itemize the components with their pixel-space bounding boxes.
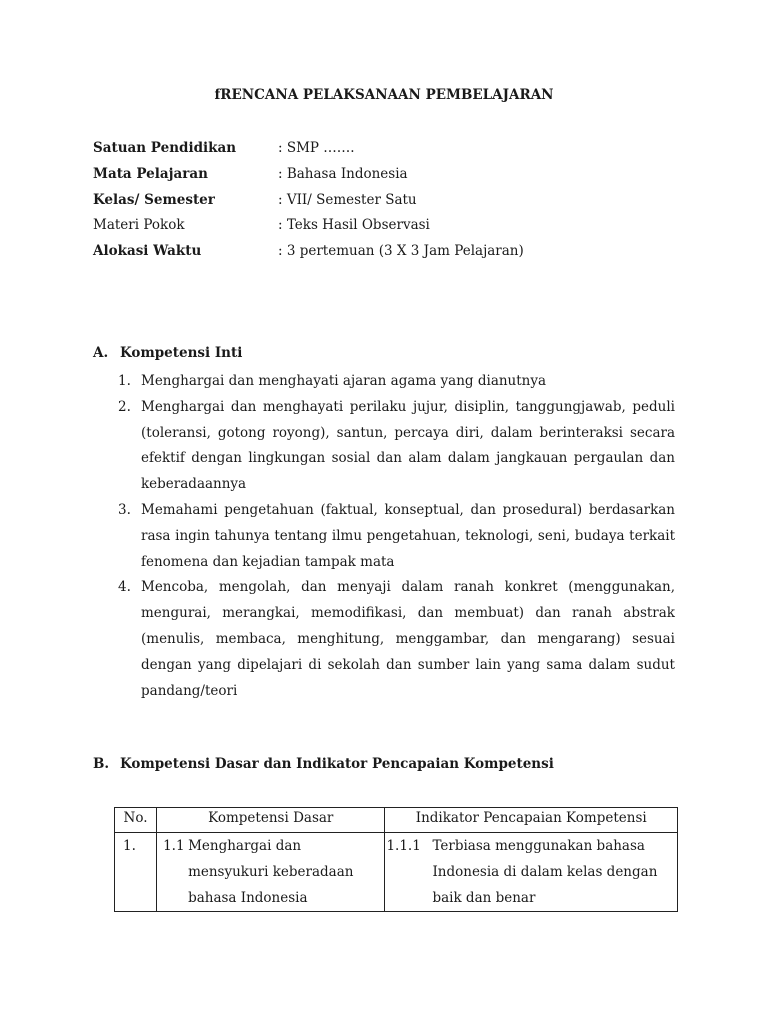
info-label: Satuan Pendidikan <box>93 140 237 156</box>
list-text: Memahami pengetahuan (faktual, konseptual, dan prosedural) berdasarkan rasa ingin tahunya tentang ilmu pengetahuan, teknologi, seni, budaya terkait fenomena dan kejadian tampak mata <box>141 501 675 570</box>
cell-kompetensi-dasar <box>157 833 385 912</box>
identity-block <box>93 139 524 268</box>
header-indikator: Indikator Pencapaian Kompetensi <box>385 808 678 833</box>
list-item <box>118 498 675 575</box>
info-value: : SMP ……. <box>278 140 355 156</box>
info-label: Alokasi Waktu <box>93 243 202 260</box>
list-text: Menghargai dan menghayati ajaran agama yang dianutnya <box>141 373 547 389</box>
info-label: Kelas/ Semester <box>93 191 215 208</box>
list-text: Mencoba, mengolah, dan menyaji dalam ranah konkret (menggunakan, mengurai, merangkai, memodifikasi, dan membuat) dan ranah abstrak (menulis, membaca, menghitung, menggambar, dan mengarang) sesuai dengan yang dipelajari di sekolah dan sumber lain yang sama dalam sudut pandang/teori <box>141 579 675 699</box>
header-no: No. <box>115 808 157 833</box>
section-title: Kompetensi Dasar dan Indikator Pencapaian Kompetensi <box>120 756 554 772</box>
kd-text: Menghargai dan mensyukuri keberadaan bahasa Indonesia <box>188 838 354 906</box>
list-text: Menghargai dan menghayati perilaku jujur, disiplin, tanggungjawab, peduli (toleransi, gotong royong), santun, percaya diri, dalam berinteraksi secara efektif dengan lingkungan sosial dan alam dalam jangkauan pergaulan dan keberadaannya <box>141 398 675 493</box>
info-value: : 3 pertemuan (3 X 3 Jam Pelajaran) <box>278 243 524 260</box>
info-row-alokasi <box>93 242 524 268</box>
info-row-kelas <box>93 191 524 217</box>
cell-no: 1. <box>115 833 157 912</box>
section-a-heading <box>93 345 242 361</box>
info-value: : Bahasa Indonesia <box>278 165 408 182</box>
info-label: Materi Pokok <box>93 217 185 234</box>
section-letter: A. <box>93 345 109 361</box>
kd-number: 1.1 <box>163 838 185 854</box>
list-item <box>118 369 675 395</box>
header-kompetensi-dasar: Kompetensi Dasar <box>157 808 385 833</box>
list-number: 2. <box>118 398 131 415</box>
indikator-number: 1.1.1 <box>386 838 421 854</box>
list-number: 3. <box>118 501 131 518</box>
cell-indikator <box>385 833 678 912</box>
table-header-row <box>115 808 678 833</box>
kompetensi-dasar-table <box>114 807 678 912</box>
info-value: : VII/ Semester Satu <box>278 191 417 208</box>
kompetensi-inti-list <box>118 369 675 704</box>
info-row-satuan <box>93 139 524 165</box>
section-title: Kompetensi Inti <box>120 345 243 361</box>
table-row <box>115 833 678 912</box>
section-letter: B. <box>93 756 110 772</box>
list-number: 1. <box>118 373 131 389</box>
info-value: : Teks Hasil Observasi <box>278 217 430 234</box>
section-b-heading <box>93 756 554 772</box>
document-title: fRENCANA PELAKSANAAN PEMBELAJARAN <box>214 87 554 103</box>
list-item <box>118 575 675 704</box>
info-row-materi <box>93 216 524 242</box>
list-item <box>118 395 675 498</box>
indikator-text: Terbiasa menggunakan bahasa Indonesia di dalam kelas dengan baik dan benar <box>432 838 658 906</box>
info-row-mapel <box>93 165 524 191</box>
list-number: 4. <box>118 579 131 596</box>
info-label: Mata Pelajaran <box>93 165 208 182</box>
